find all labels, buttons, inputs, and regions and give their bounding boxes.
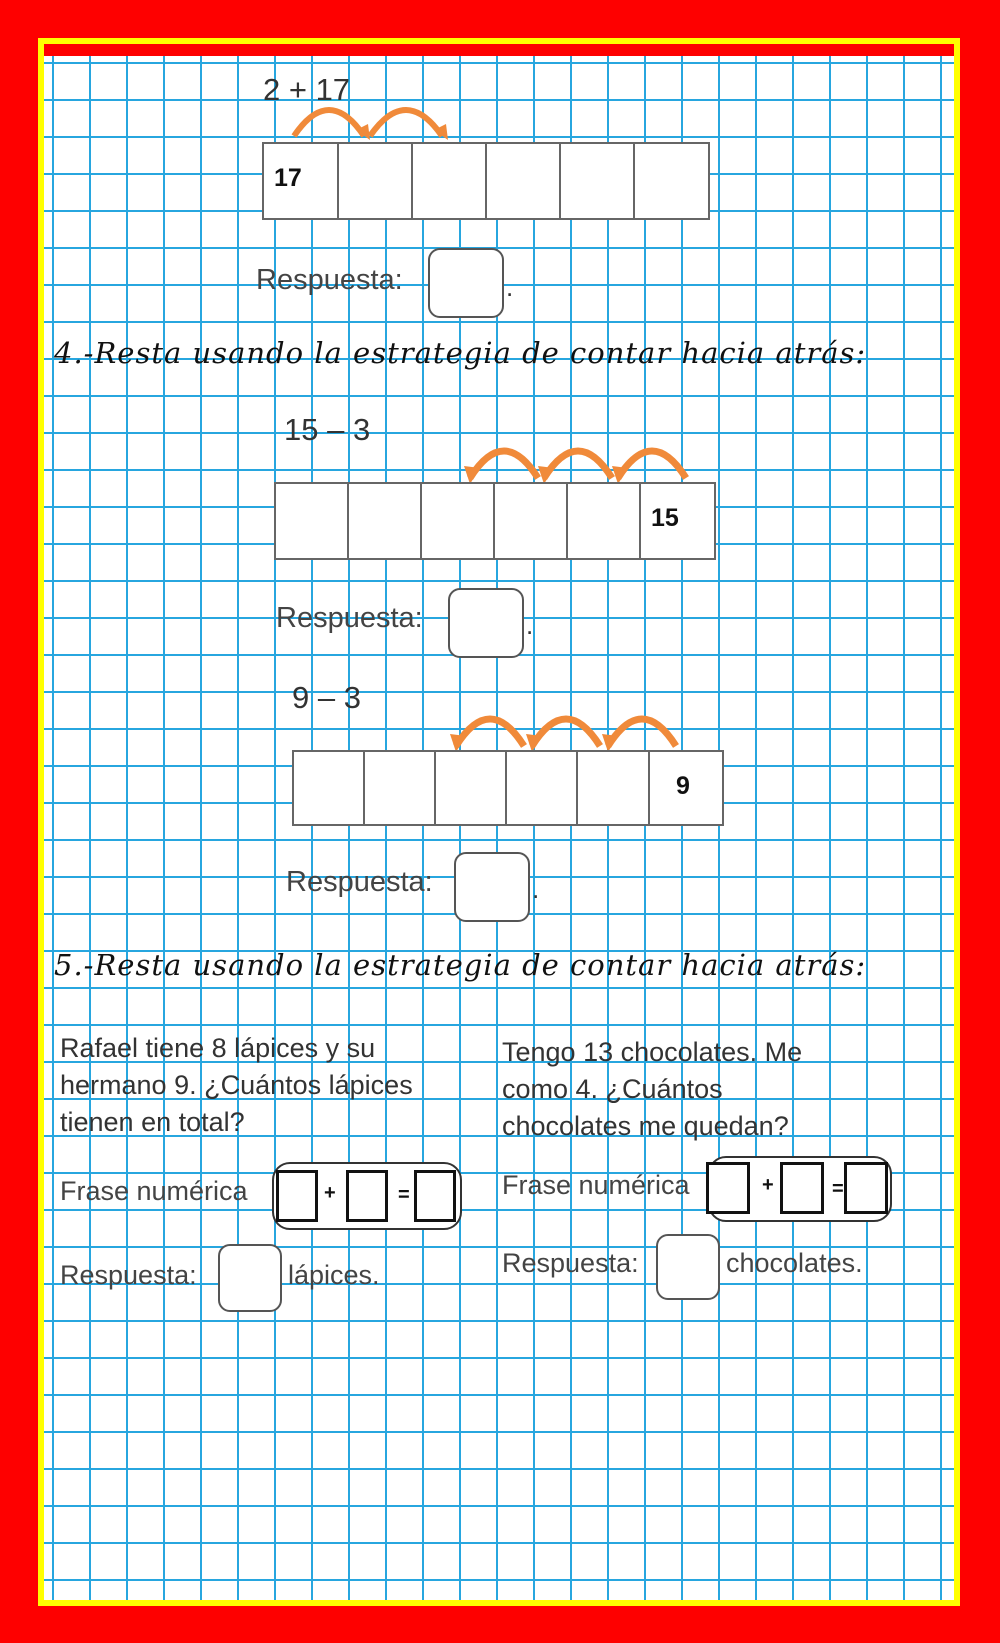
strip-start-number: 15 — [651, 504, 679, 532]
equals-sign: = — [398, 1184, 410, 1206]
answer-box[interactable] — [448, 588, 524, 658]
answer-box[interactable] — [656, 1234, 720, 1300]
strip-cell[interactable] — [365, 752, 436, 824]
strip-cell[interactable] — [568, 484, 641, 558]
answer-box[interactable] — [218, 1244, 282, 1312]
strip-cell[interactable] — [635, 144, 708, 218]
answer-label: Respuesta: — [276, 602, 423, 634]
number-sentence-label: Frase numérica — [60, 1176, 248, 1206]
strip-cell[interactable] — [495, 484, 568, 558]
strip-cell[interactable] — [349, 484, 422, 558]
strip-cell[interactable] — [578, 752, 650, 824]
answer-label: Respuesta: — [256, 264, 403, 296]
subtraction-expression-2: 9 – 3 — [292, 680, 361, 715]
result-box[interactable] — [414, 1170, 456, 1222]
result-box[interactable] — [844, 1162, 888, 1214]
answer-period: . — [506, 272, 514, 302]
answer-unit: lápices. — [288, 1260, 380, 1290]
top-red-band — [44, 44, 954, 56]
addition-expression: 2 + 17 — [263, 72, 351, 107]
backward-jump-arrows-2 — [448, 700, 688, 756]
section-5-heading: 5.-Resta usando la estrategia de contar hacia atrás: — [54, 948, 867, 982]
strip-cell[interactable] — [487, 144, 561, 218]
answer-unit: chocolates. — [726, 1248, 863, 1278]
strip-cell-start — [264, 144, 339, 218]
plus-sign: + — [324, 1182, 336, 1204]
strip-start-number: 17 — [274, 164, 302, 192]
grid-paper — [44, 44, 954, 1600]
strip-cell[interactable] — [507, 752, 578, 824]
minuend-box[interactable] — [706, 1162, 750, 1214]
equals-sign: = — [832, 1178, 844, 1200]
answer-period: . — [532, 874, 540, 904]
strip-cell[interactable] — [561, 144, 635, 218]
strip-cell[interactable] — [436, 752, 507, 824]
answer-label: Respuesta: — [502, 1248, 639, 1278]
strip-cell[interactable] — [276, 484, 349, 558]
answer-box[interactable] — [454, 852, 530, 922]
strip-cell[interactable] — [339, 144, 413, 218]
word-problem-right: Tengo 13 chocolates. Me como 4. ¿Cuántos chocolates me quedan? — [502, 1037, 803, 1141]
plus-sign: + — [762, 1174, 774, 1196]
addend-box-2[interactable] — [346, 1170, 388, 1222]
subtrahend-box[interactable] — [780, 1162, 824, 1214]
strip-cell-start — [641, 484, 714, 558]
addend-box-1[interactable] — [276, 1170, 318, 1222]
number-strip-backward-1 — [274, 482, 716, 560]
strip-start-number: 9 — [676, 772, 690, 800]
strip-cell-start — [650, 752, 722, 824]
strip-cell[interactable] — [422, 484, 495, 558]
strip-cell[interactable] — [413, 144, 487, 218]
answer-box[interactable] — [428, 248, 504, 318]
backward-jump-arrows-1 — [462, 432, 702, 488]
strip-cell[interactable] — [294, 752, 365, 824]
number-sentence-label: Frase numérica — [502, 1170, 690, 1200]
forward-jump-arrows — [284, 94, 474, 144]
number-strip-backward-2 — [292, 750, 724, 826]
answer-period: . — [526, 610, 534, 640]
answer-label: Respuesta: — [60, 1260, 197, 1290]
word-problem-left: Rafael tiene 8 lápices y su hermano 9. ¿Cuántos lápices tienen en total? — [60, 1033, 413, 1137]
answer-label: Respuesta: — [286, 866, 433, 898]
section-4-heading: 4.-Resta usando la estrategia de contar hacia atrás: — [54, 336, 867, 370]
number-strip-forward — [262, 142, 710, 220]
subtraction-expression-1: 15 – 3 — [284, 412, 371, 447]
